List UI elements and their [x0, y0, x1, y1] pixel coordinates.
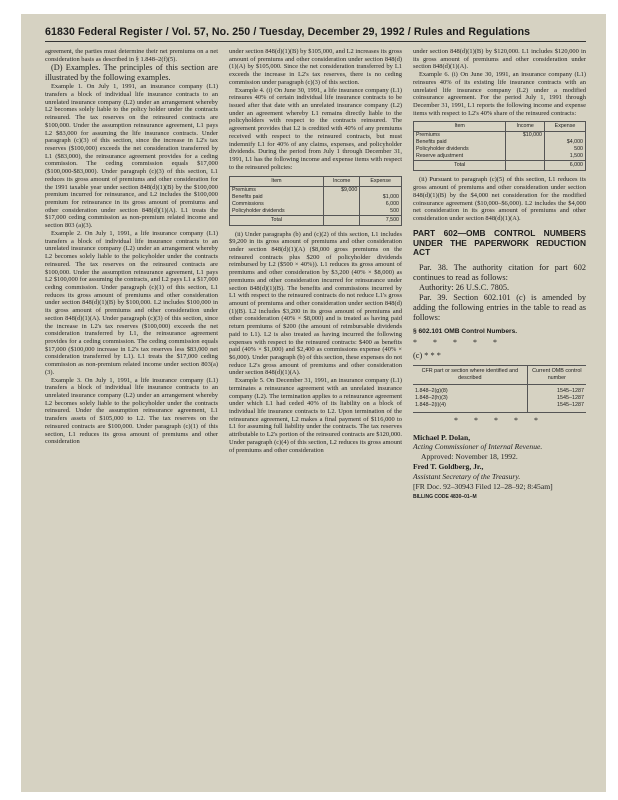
table-cell: $10,000: [506, 132, 545, 140]
table-header: Item: [414, 122, 506, 132]
table-row: [414, 139, 586, 146]
subsection-marker: (c) * * *: [413, 351, 441, 361]
table-cell: 1,500: [544, 153, 585, 161]
table-cell: $4,000: [544, 139, 585, 146]
paragraph: Par. 38. The authority citation for part 602 continues to read as follows:: [413, 263, 586, 283]
table-cell: [323, 208, 359, 216]
table-cell: Premiums: [416, 132, 440, 139]
page-header: 61830 Federal Register / Vol. 57, No. 250 / Tuesday, December 29, 1992 / Rules and Regulations: [45, 26, 586, 42]
paragraph: Example 5. On December 31, 1991, an insurance company (L1) terminates a reinsurance agreement with an unrelated insurance company (L2). The termination applies to a reinsurance agreement under which L1 had ceded 40% of its liability on a block of individual life insurance contracts to L2. Upon termination of the reinsurance agreement, L2 makes a final payment of $116,000 to L1 for assuming full liability under the contracts. The tax reserves attributable to L2's portion of the reinsured contracts are $120,000. Under paragraph (c)(4) of this section, L2 reduces its gross amount of premiums and other consideration: [229, 377, 402, 454]
column-3: [413, 48, 586, 502]
paragraph: (D) Examples. The principles of this section are illustrated by the following examples.: [45, 63, 218, 83]
income-expense-table: [229, 176, 402, 226]
table-cell: [323, 194, 359, 201]
table-cell: 500: [360, 208, 402, 216]
billing-code: BILLING CODE 4830–01–M: [413, 494, 477, 501]
table-total-row: [414, 161, 586, 171]
table-row: [230, 208, 402, 216]
paragraph: Par. 39. Section 602.101 (c) is amended by adding the following entries in the table to read as follows:: [413, 292, 586, 322]
table-cell: [506, 153, 545, 161]
table-row: [230, 186, 402, 194]
table-cell: Total: [230, 215, 324, 225]
table-cell: 1.848–2(h)(3): [413, 395, 527, 402]
table-cell: [506, 146, 545, 153]
large-text-block: [45, 63, 218, 83]
table-row: [230, 201, 402, 208]
table-cell: $9,000: [323, 186, 359, 194]
table-header: Expense: [544, 122, 585, 132]
table-cell: 1.848–2(g)(8): [413, 388, 527, 395]
signer-title: Assistant Secretary of the Treasury.: [413, 471, 521, 481]
table-header: CFR part or section where identified and described: [413, 365, 527, 384]
column-1: [45, 48, 218, 502]
fr-doc-line: [FR Doc. 92–30943 Filed 12–28–92; 8:45am]: [413, 481, 553, 491]
table-header: Current OMB control number: [527, 365, 586, 384]
omb-control-table: [413, 365, 586, 413]
signature-block: [413, 433, 586, 492]
table-row: [414, 146, 586, 153]
paragraph: agreement, the parties must determine their net premiums on a net consideration basis as described in § 1.848–2(f)(5).: [45, 48, 218, 63]
signer-title: Acting Commissioner of Internal Revenue.: [413, 442, 543, 452]
table-cell: 1.848–2(i)(4): [413, 402, 527, 409]
part-heading: PART 602—OMB CONTROL NUMBERS UNDER THE PAPERWORK REDUCTION ACT: [413, 227, 586, 258]
paragraph: Example 1. On July 1, 1991, an insurance company (L1) transfers a block of individual life insurance contracts to an unrelated insurance company (L2) under an arrangement whereby L2 becomes solely liable to the policy holder under the contracts reinsured. The tax reserves on the reinsured contracts are $100,000. Under the assumption reinsurance agreement, L1 pays L2 $83,000 for assuming the life insurance contracts. Under paragraph (c)(3) of this section, since the increase in L2's tax reserves ($100,000) exceeds the net consideration transferred by L1 ($83,000), the reinsurance agreement provides for a ceding commission. The ceding commission equals $17,000 ($100,000-$83,000). Under paragraph (c)(3) of this section, L1 reduces its gross amount of premiums and other consideration for the 1991 taxable year under section 848(d)(1)(B) by the $100,000 premium incurred for reinsurance, and L2 includes the $100,000 premium for reinsurance in its gross amount of premiums and other consideration under section 848(d)(1)(A). L1 treats the $17,000 ceding commission as non-premium related income and section 803 (a)(3).: [45, 83, 218, 230]
signer-name: Fred T. Goldberg, Jr.,: [413, 462, 484, 472]
table-cell: 6,000: [544, 161, 585, 171]
table-cell: Premiums: [232, 186, 256, 193]
table-row: [413, 402, 586, 409]
table-cell: 1545–1287: [557, 394, 584, 401]
authority-citation: Authority: 26 U.S.C. 7805.: [419, 282, 510, 292]
table-row: [230, 194, 402, 201]
section-heading: § 602.101 OMB Control Numbers.: [413, 327, 518, 335]
omission-stars: * * * * *: [413, 338, 504, 348]
table-row: [414, 132, 586, 140]
paragraph: under section 848(d)(1)(B) by $120,000. L1 includes $120,000 in its gross amount of premiums and other consideration under section 848(d)(1)(A).: [413, 48, 586, 71]
table-cell: [544, 132, 585, 140]
paragraph: Example 3. On July 1, 1991, a life insurance company (L1) transfers a block of individual life insurance contracts to an unrelated insurance company (L2) under an arrangement whereby L2 becomes solely liable to the policyholder under the contracts reinsured. Under the assumption reinsurance agreement, L1 transfers assets of $105,000 to L2. The tax reserves on the reinsured contracts are $100,000. Under paragraph (c)(1) of this section, L1 reduces its gross amount of premiums and other consideration: [45, 376, 218, 446]
column-2: [229, 48, 402, 502]
table-header: Income: [506, 122, 545, 132]
paragraph: (ii) Under paragraphs (b) and (c)(2) of this section, L1 includes $9,200 in its gross amount of premiums and other consideration under section 848(d)(1)(A) ($8,000 gross premiums on the reinsured contracts plus $200 of policyholder dividends reimbursed by L2 ($500 × 40%)). L1 reduces its gross amount of premiums and other consideration by $3,200 (40% × $8,000) as premiums and other consideration incurred for reinsurance under section 848(d)(1)(B). The benefits and commissions incurred by L1 with respect to the reinsured contracts do not reduce L1's gross amount of premiums and other consideration under section 848(d)(1)(B). L2 includes $3,200 in its gross amount of premiums and other consideration (40% × $8,000) and is treated as having paid return premiums of $200 (the amount of reimbursable dividends paid to L1). L2 is also treated as having incurred the following expenses with respect to the reinsured contracts: $400 as benefits paid (40% × $1,000) and $2,400 as commissions expense (40% × $6,000). Under paragraph (b) of this section, these expenses do not reduce L2's gross amount of premiums and other consideration under section 848(d)(1)(A).: [229, 230, 402, 377]
columns: [45, 48, 586, 502]
table-cell: Benefits paid: [416, 139, 447, 146]
table-row: [413, 388, 586, 395]
table-header: Income: [323, 176, 359, 186]
paragraph: Example 6. (i) On June 30, 1991, an insurance company (L1) reinsures 40% of its existing life insurance contracts with an unrelated life insurance company (L2) under a modified coinsurance agreement. For the period July 1, 1991 through December 31, 1991, L1 reports the following income and expense items with respect to L2's 40% share of the reinsured contracts:: [413, 71, 586, 117]
table-cell: 6,000: [360, 201, 402, 208]
table-cell: [506, 161, 545, 171]
approval-date: Approved: November 18, 1992.: [421, 452, 518, 462]
table-cell: [323, 215, 359, 225]
paragraph: under section 848(d)(1)(B) by $105,000, and L2 increases its gross amount of premiums and other consideration under section 848(d)(1)(A) by $105,000. Since the net consideration transferred by L1 exceeds the increase in L2's tax reserves, there is no ceding commission under paragraph (c)(3) of this section.: [229, 48, 402, 86]
table-cell: 7,500: [360, 215, 402, 225]
income-expense-table: [413, 121, 586, 171]
table-total-row: [230, 215, 402, 225]
table-cell: 500: [544, 146, 585, 153]
paragraph: Example 2. On July 1, 1991, a life insurance company (L1) transfers a block of individual life insurance contracts to an unrelated insurance company (L2) under an arrangement whereby L2 becomes solely liable to the policyholder under the contracts reinsured. The tax reserves on the reinsured contracts are $100,000. Under the assumption reinsurance agreement, L1 pays L2 $100,000 for assuming the contracts, and L2 pays L1 a $17,000 ceding commission. Under paragraph (c)(1) of this section, L1 reduces its gross amount of premiums and other consideration under section 848(d)(1)(B) by $100,000. L2 includes $100,000 in its gross amount of premiums and other consideration under section 848(d)(1)(A). Under paragraph (c)(3) of this section, since the increase in L2's tax reserves ($100,000) exceeds the net consideration transferred by L1, the reinsurance agreement provides for a ceding commission. The ceding commission equals $17,000 ($100,000 increase in L2's tax reserves less $83,000 net consideration transferred by L1). L1 treats the $17,000 ceding commission as non-premium related income under section 803(a)(3).: [45, 229, 218, 376]
table-cell: Benefits paid: [232, 193, 263, 200]
table-cell: Reserve adjustment: [416, 153, 464, 160]
table-cell: [506, 139, 545, 146]
signer-name: Michael P. Dolan,: [413, 432, 471, 442]
omission-stars: * * * * *: [454, 415, 545, 425]
table-row: [414, 153, 586, 161]
table-cell: 1545–1287: [557, 401, 584, 408]
paragraph: Example 4. (i) On June 30, 1991, a life insurance company (L1) reinsures 40% of certain individual life insurance contracts to be issued after that date with an unrelated insurance company (L2) under an agreement whereby L1 remains directly liable to the policyholders with respect to the contracts reinsured. The agreement provides that L2 is credited with 40% of any premiums received with respect to the reinsured contracts, but must indemnify L1 for 40% of any claims, expenses, and policyholder dividends. During the period from July 1 through December 31, 1991, L1 has the following income and expense items with respect to the reinsured policies:: [229, 86, 402, 171]
paragraph: (ii) Pursuant to paragraph (c)(5) of this section, L1 reduces its gross amount of premiums and other consideration under section 848(d)(1)(B) by the $4,000 net consideration for the modified coinsurance agreement ($10,000–$6,000). L2 includes the $4,000 net consideration in its gross amount of premiums and other consideration under section 848(d)(1)(A).: [413, 176, 586, 223]
document-page: [21, 14, 606, 792]
amendatory-text: [413, 263, 586, 322]
table-cell: [323, 201, 359, 208]
table-cell: Policyholder dividends: [416, 146, 469, 153]
table-cell: $1,000: [360, 194, 402, 201]
table-cell: Commissions: [232, 200, 264, 207]
table-row: [413, 395, 586, 402]
table-cell: 1545–1287: [557, 387, 584, 394]
table-header: Item: [230, 176, 324, 186]
table-cell: Total: [414, 161, 506, 171]
table-cell: [360, 186, 402, 194]
table-cell: Policyholder dividends: [232, 207, 285, 214]
table-header: Expense: [360, 176, 402, 186]
